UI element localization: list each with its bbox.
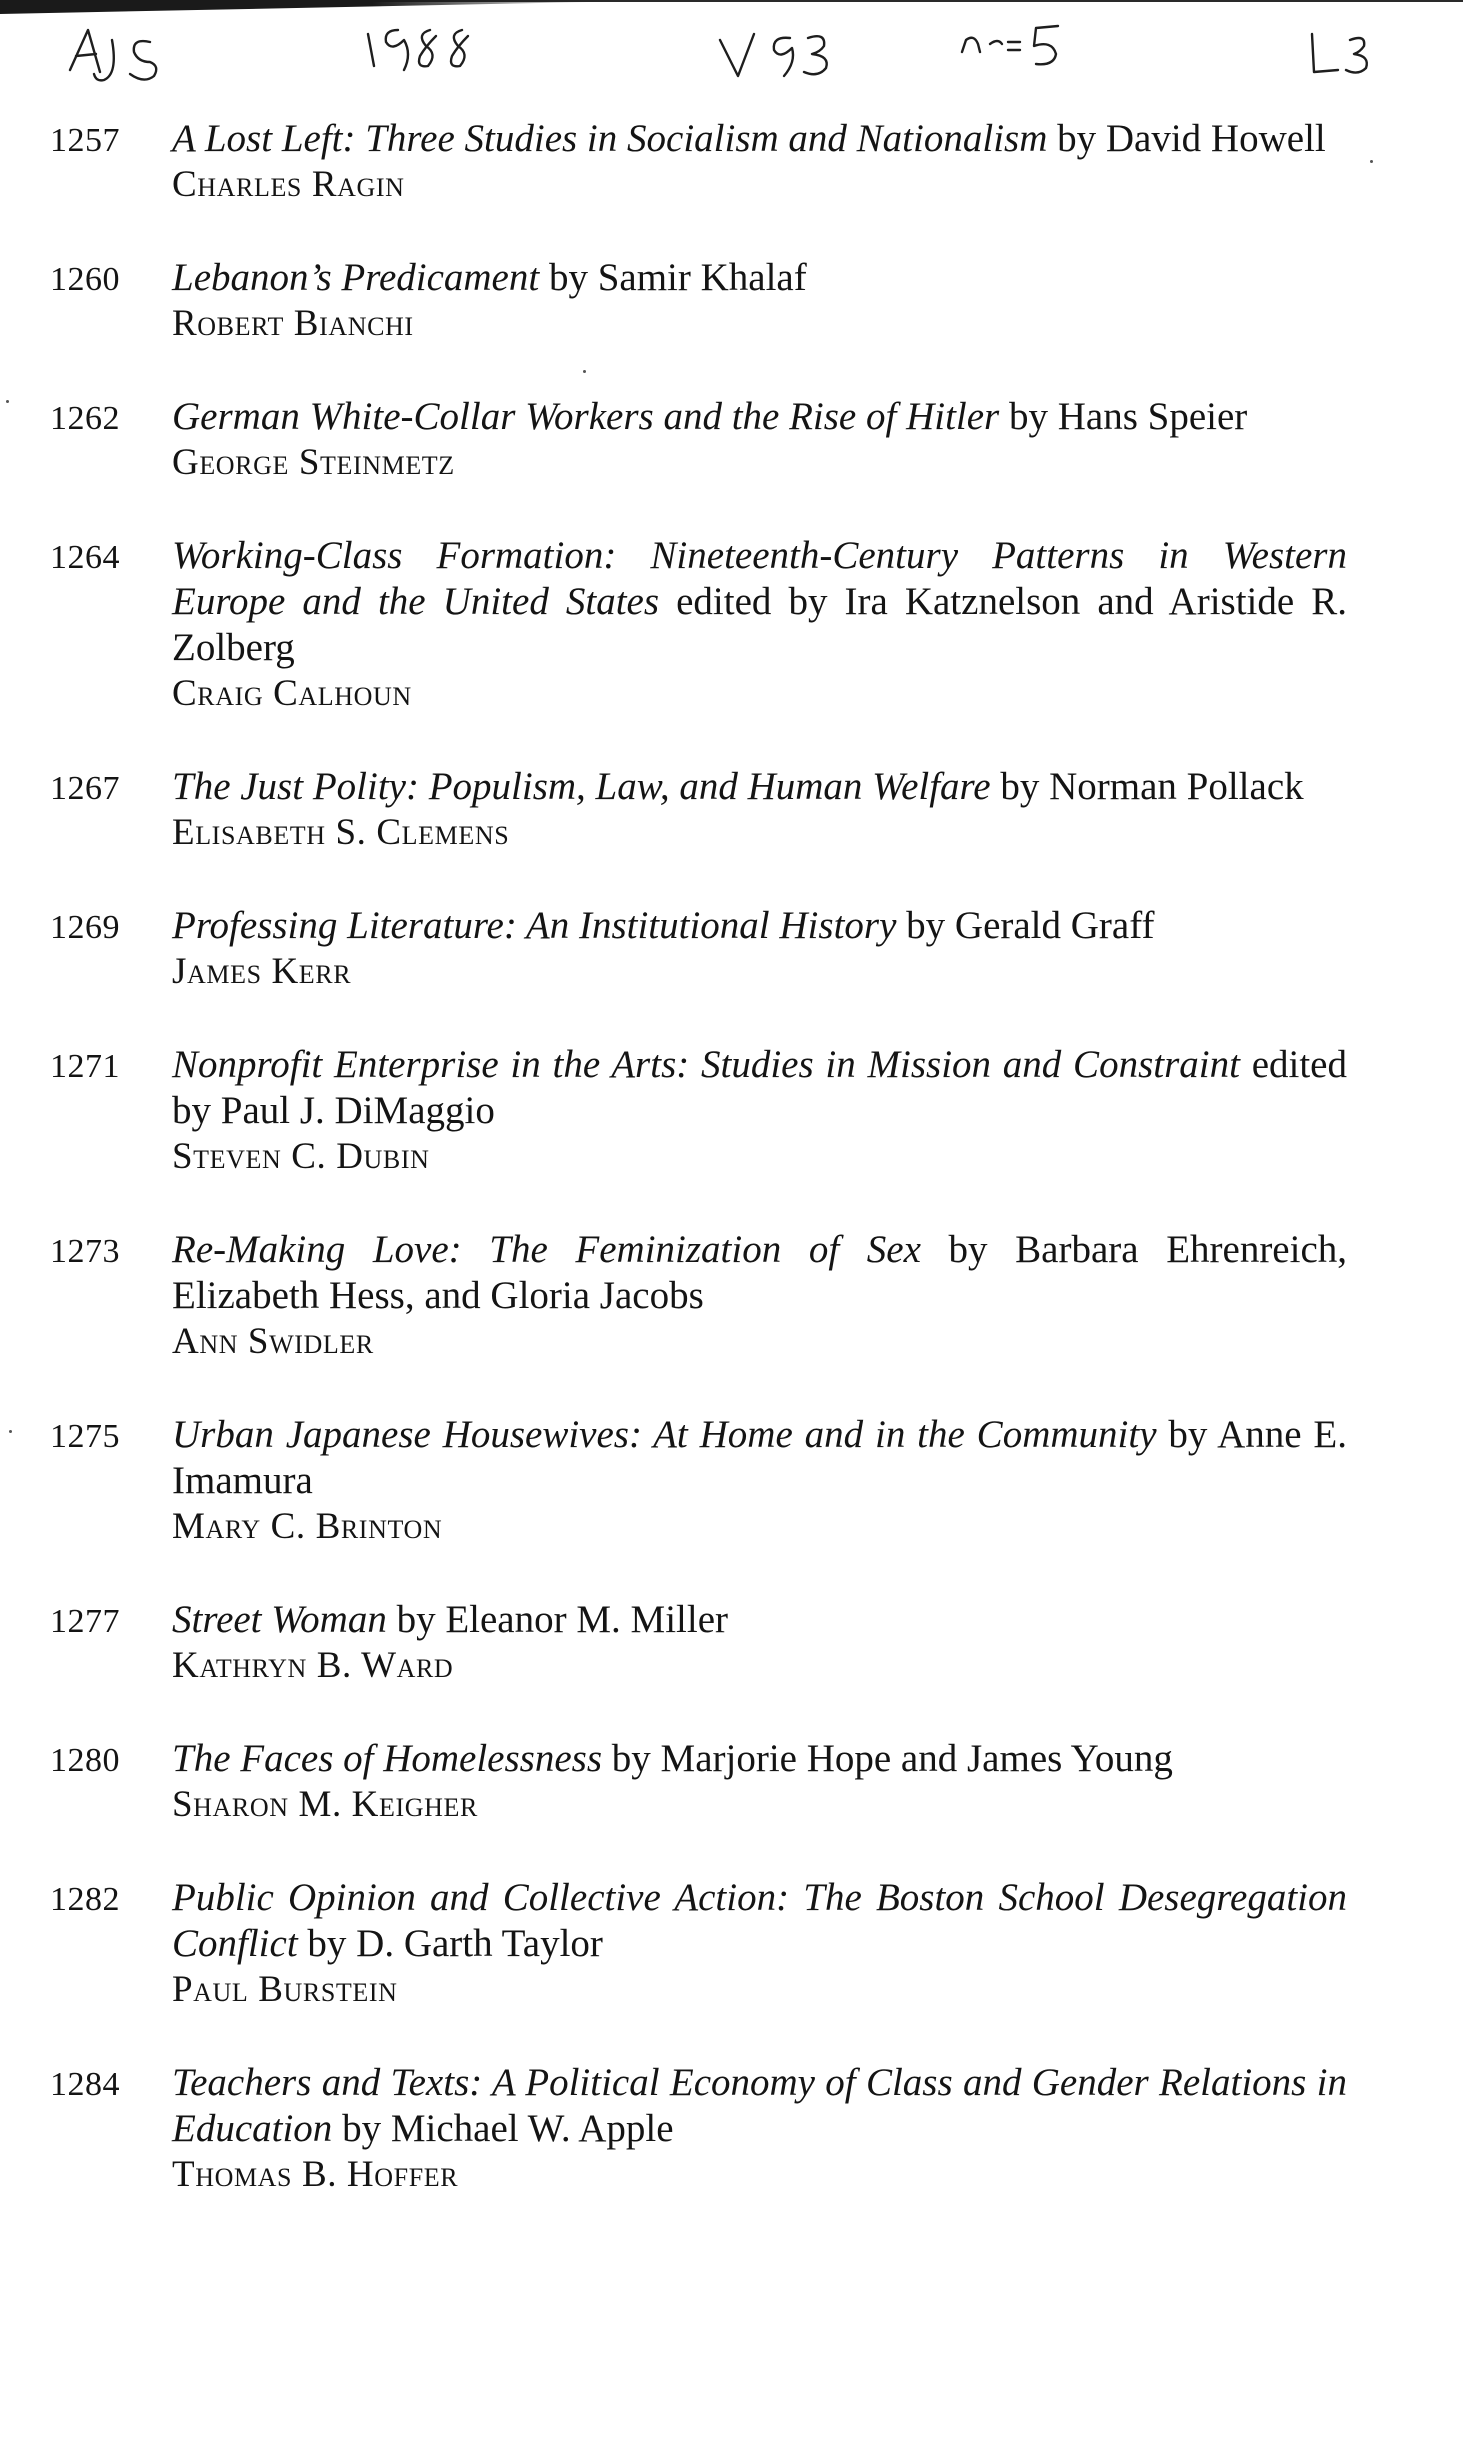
- book-title: Urban Japanese Housewives: At Home and in the Community: [172, 1413, 1157, 1456]
- book-title: German White-Collar Workers and the Rise of Hitler: [172, 395, 1000, 438]
- book-title: The Faces of Homelessness: [172, 1737, 603, 1780]
- book-title: Re-Making Love: The Feminization of Sex: [172, 1228, 921, 1271]
- handwritten-note-volume: [720, 34, 827, 76]
- book-author: by David Howell: [1057, 117, 1326, 160]
- book-author: edited by Paul J. DiMaggio: [172, 1043, 1347, 1132]
- reviewer-name: Paul Burstein: [172, 1969, 398, 2010]
- page-number: 1277: [50, 1603, 120, 1640]
- review-citation: [172, 394, 1347, 486]
- review-citation: [172, 1227, 1347, 1365]
- book-title: Lebanon’s Predicament: [172, 256, 540, 299]
- review-entry: [50, 533, 1350, 717]
- book-title: Professing Literature: An Institutional History: [172, 904, 897, 947]
- page-number: 1273: [50, 1233, 120, 1270]
- reviewer-name: Kathryn B. Ward: [172, 1645, 454, 1686]
- book-author: by Hans Speier: [1008, 395, 1248, 438]
- reviewer-name: Craig Calhoun: [172, 673, 412, 714]
- page-number: 1262: [50, 400, 120, 437]
- reviewer-name: Sharon M. Keigher: [172, 1784, 478, 1825]
- book-title: Nonprofit Enterprise in the Arts: Studies in Mission and Constraint: [172, 1043, 1240, 1086]
- page-number: 1257: [50, 122, 120, 159]
- review-entry: [50, 764, 1350, 856]
- book-title: The Just Polity: Populism, Law, and Human Welfare: [172, 765, 991, 808]
- review-citation: [172, 1736, 1347, 1828]
- review-entry: [50, 255, 1350, 347]
- book-title: A Lost Left: Three Studies in Socialism and Nationalism: [172, 117, 1048, 160]
- page-number: 1282: [50, 1881, 120, 1918]
- book-title: Working-Class Formation: Nineteenth-Century Patterns in Western Europe and the United States: [172, 534, 1347, 623]
- review-entry: [50, 2060, 1350, 2198]
- review-citation: [172, 1875, 1347, 2013]
- review-entry: [50, 1875, 1350, 2013]
- reviewer-name: Mary C. Brinton: [172, 1506, 443, 1547]
- reviewer-name: Elisabeth S. Clemens: [172, 812, 510, 853]
- reviewer-name: Steven C. Dubin: [172, 1136, 430, 1177]
- reviewer-name: James Kerr: [172, 951, 352, 992]
- book-author: by Anne E. Imamura: [172, 1413, 1347, 1502]
- reviewer-name: George Steinmetz: [172, 442, 455, 483]
- reviewer-name: Charles Ragin: [172, 164, 405, 205]
- handwritten-note-journal: [70, 30, 156, 80]
- review-citation: [172, 903, 1347, 995]
- review-citation: [172, 1042, 1347, 1180]
- page-number: 1267: [50, 770, 120, 807]
- review-citation: [172, 1412, 1347, 1550]
- page-number: 1260: [50, 261, 120, 298]
- review-citation: [172, 2060, 1347, 2198]
- review-entry: [50, 1736, 1350, 1828]
- page-number: 1271: [50, 1048, 120, 1085]
- book-author: by Norman Pollack: [1000, 765, 1304, 808]
- page-number: 1275: [50, 1418, 120, 1455]
- book-author: by D. Garth Taylor: [307, 1922, 603, 1965]
- review-entry: [50, 1412, 1350, 1550]
- review-entry: [50, 903, 1350, 995]
- page-number: 1269: [50, 909, 120, 946]
- page-number: 1284: [50, 2066, 120, 2103]
- review-citation: [172, 255, 1347, 347]
- reviewer-name: Robert Bianchi: [172, 303, 414, 344]
- book-title: Teachers and Texts: A Political Economy of Class and Gender Relations in Education: [172, 2061, 1347, 2150]
- page-number: 1264: [50, 539, 120, 576]
- handwritten-note-number: [962, 26, 1058, 64]
- book-author: by Marjorie Hope and James Young: [611, 1737, 1173, 1780]
- handwritten-note-location: [1312, 34, 1367, 73]
- book-review-list: [50, 116, 1350, 2245]
- reviewer-name: Ann Swidler: [172, 1321, 374, 1362]
- reviewer-name: Thomas B. Hoffer: [172, 2154, 459, 2195]
- review-citation: [172, 764, 1347, 856]
- book-author: edited by Ira Katznelson and Aristide R. Zolberg: [172, 580, 1348, 669]
- scan-speck: [1370, 160, 1373, 163]
- book-title: Public Opinion and Collective Action: The Boston School Desegregation Conflict: [172, 1876, 1347, 1965]
- book-author: by Michael W. Apple: [342, 2107, 674, 2150]
- book-author: by Eleanor M. Miller: [396, 1598, 729, 1641]
- scan-speck: [9, 1430, 12, 1433]
- page-number: 1280: [50, 1742, 120, 1779]
- book-author: by Samir Khalaf: [548, 256, 807, 299]
- review-citation: [172, 116, 1347, 208]
- review-citation: [172, 1597, 1347, 1689]
- review-entry: [50, 394, 1350, 486]
- book-author: by Gerald Graff: [906, 904, 1155, 947]
- handwritten-annotations: [0, 0, 1463, 110]
- handwritten-note-year: [368, 30, 468, 70]
- book-author: by Barbara Ehrenreich, Elizabeth Hess, and Gloria Jacobs: [172, 1228, 1348, 1317]
- scan-speck: [6, 400, 9, 403]
- review-entry: [50, 1597, 1350, 1689]
- review-entry: [50, 1042, 1350, 1180]
- review-entry: [50, 1227, 1350, 1365]
- review-citation: [172, 533, 1347, 717]
- review-entry: [50, 116, 1350, 208]
- book-title: Street Woman: [172, 1598, 387, 1641]
